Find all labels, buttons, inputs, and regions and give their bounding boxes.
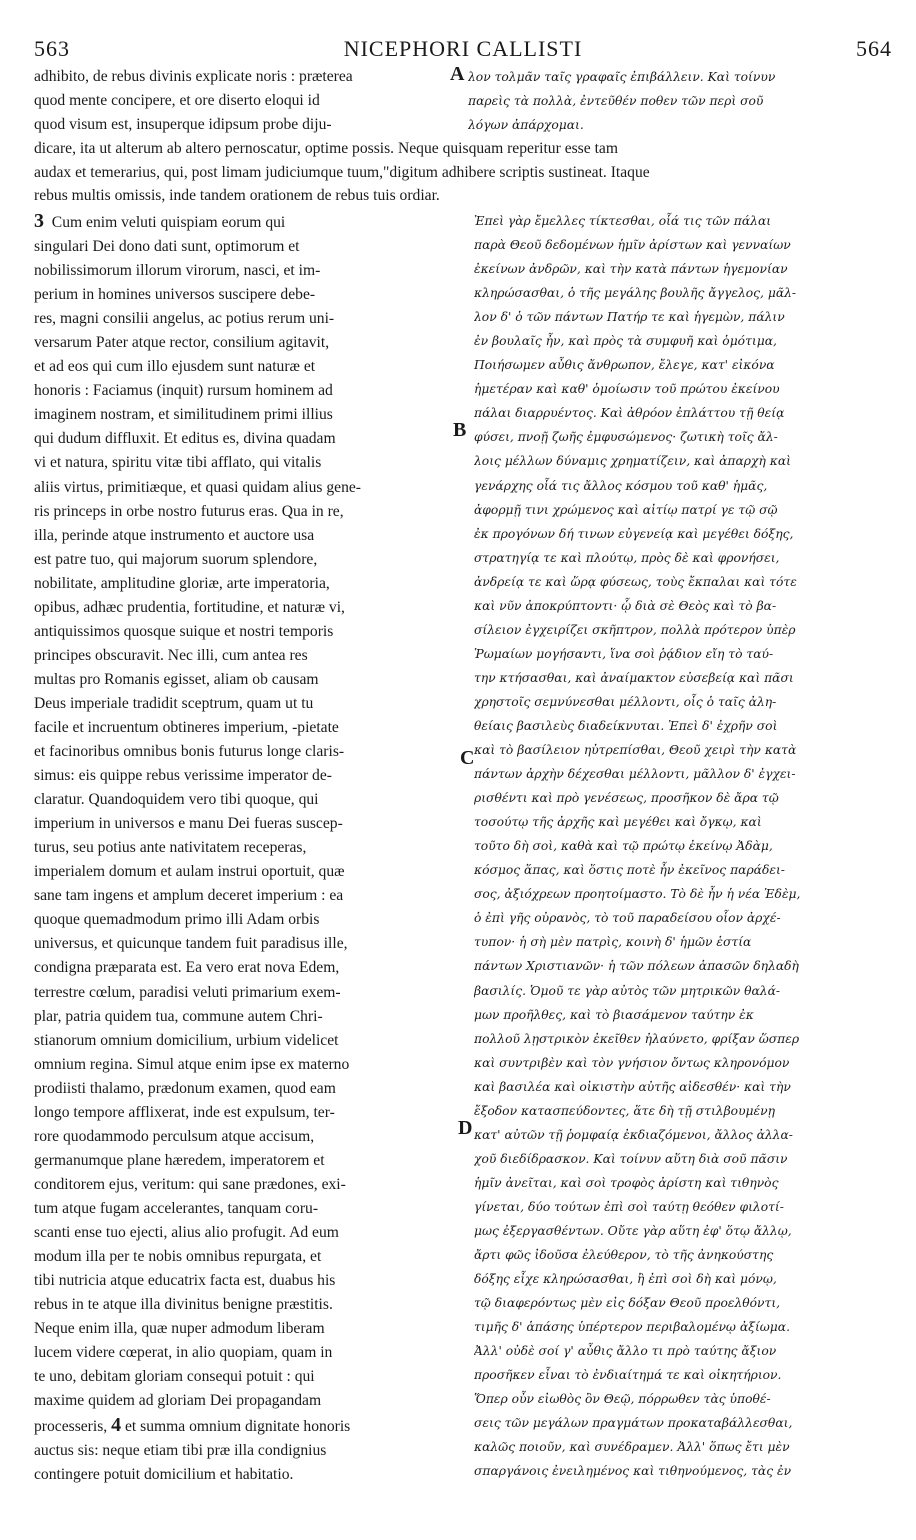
text-line: multas pro Romanis egisset, aliam ob causam [34, 670, 319, 688]
text-line: illa, perinde atque instrumento et auctore usa [34, 526, 315, 544]
text-line: σος, ἀξιόχρεων προητοίμαστο. Τὸ δὲ ἦν ἡ νέα Ἐδὲμ, [474, 887, 801, 902]
text-line: dicare, ita ut alterum ab altero pernoscatur, optime possis. Neque quisquam reperitur esse tam [34, 140, 618, 157]
text-line: versarum Pater atque rector, consilium agitavit, [34, 334, 330, 352]
text-line: facile et incruentum obtineres imperium, -pietate [34, 718, 339, 736]
text-line: te uno, debitam gloriam consequi potuit : qui [34, 1368, 315, 1386]
text-line: σεις τῶν μεγάλων πραγμάτων προκαταβάλλεσθαι, [474, 1416, 793, 1431]
text-line: Ποιήσωμεν αὖθις ἄνθρωπον, ἔλεγε, κατ' εἰκόνα [474, 358, 775, 373]
section-number: 3 [34, 210, 44, 232]
text-line: χρηστοῖς σεμνύνεσθαι μέλλοντι, οἷς ὁ ταῖς ἀλη- [474, 694, 777, 709]
text-line: βασιλίς. Ὁμοῦ τε γὰρ αὐτὸς τῶν μητρικῶν θαλά- [474, 983, 781, 998]
text-line: τοσούτῳ τῆς ἀρχῆς καὶ μεγέθει καὶ ὄγκῳ, καὶ [474, 815, 762, 830]
text-line: auctus sis: neque etiam tibi præ illa condignius [34, 1442, 327, 1460]
text-line: ἀφορμῇ τινι χρώμενος καὶ αἰτίῳ πατρί γε τῷ σῷ [474, 502, 778, 517]
text-line: πάντων Χριστιανῶν· ἡ τῶν πόλεων ἁπασῶν δηλαδὴ [474, 959, 799, 974]
text-line: σπαργάνοις ἐνειλημένος καὶ τιθηνούμενος, τὰς ἐν [474, 1464, 792, 1479]
text-line: καὶ συντριβὲν καὶ τὸν γνήσιον ὄντως κληρονόμον [474, 1055, 790, 1070]
text-line: καὶ νῦν ἀποκρύπτοντι· ᾧ διὰ σὲ Θεὸς καὶ τὸ βα- [474, 598, 777, 613]
text-line: μως ἐξεργασθέντων. Οὔτε γὰρ αὕτη ἐφ' ὅτῳ ἄλλῳ, [474, 1223, 792, 1238]
text-line: principes obscuravit. Nec illi, cum antea res [34, 646, 308, 664]
text-line: στρατηγίᾳ τε καὶ πλούτῳ, πρὸς δὲ καὶ φρονήσει, [474, 550, 780, 565]
text-line: tibi nutricia atque educatrix facta est, duabus his [34, 1272, 336, 1290]
text-line: κόσμος ἅπας, καὶ ὅστις ποτὲ ἦν ἐκεῖνος παράδει- [474, 863, 785, 878]
text-line: adhibito, de rebus divinis explicate noris : præterea [34, 68, 353, 85]
text-line: longo tempore afflixerat, inde est expulsum, ter- [34, 1103, 335, 1121]
text-line: et ad eos qui cum illo ejusdem sunt naturæ et [34, 358, 316, 376]
text-line: imaginem nostram, et similitudinem primi illius [34, 406, 333, 424]
text-line: τῷ διαφερόντως μὲν εἰς δόξαν Θεοῦ προελθόντι, [474, 1296, 781, 1311]
text-line: ὁ ἐπὶ γῆς οὐρανὸς, τὸ τοῦ παραδείσου οἷον ἀρχέ- [474, 911, 781, 926]
text-line: omnium regina. Simul atque enim ipse ex materno [34, 1055, 350, 1073]
text-line: ρισθέντι καὶ πρὸ γενέσεως, προσῆκον δὲ ἄρα τῷ [474, 791, 779, 806]
text-line: processeris, 4 et summa omnium dignitate honoris [34, 1414, 351, 1437]
text-line: singulari Dei dono dati sunt, optimorum et [34, 238, 300, 256]
text-line: λόγων ἀπάρχομαι. [468, 118, 584, 133]
text-line: λοις μέλλων δύναμις χρηματίζειν, καὶ ἀπαρχὴ καὶ [474, 454, 791, 469]
text-line: ἐκείνων ἀνδρῶν, καὶ τὴν κατὰ πάντων ἡγεμονίαν [474, 262, 788, 277]
page-number-left: 563 [34, 36, 70, 61]
text-line: imperium in universos e manu Dei fueras suscep- [34, 815, 343, 833]
text-line: παρὰ Θεοῦ δεδομένων ἡμῖν ἀρίστων καὶ γενναίων [474, 238, 791, 253]
text-line: ἔξοδον κατασπεύδοντες, ἅτε δὴ τῇ στιλβουμένῃ [474, 1103, 775, 1118]
text-line: πάλαι διαρρυέντος. Καὶ ἀθρόον ἐπλάττου τῇ θείᾳ [474, 406, 785, 421]
text-line: σίλειον ἐγχειρίζει σκῆπτρον, πολλὰ πρότερον ὑπὲρ [474, 622, 796, 637]
text-line: χοῦ διεδίδρασκον. Καὶ τοίνυν αὕτη διὰ σοῦ πᾶσιν [474, 1151, 788, 1166]
text-line: conditorem ejus, veritum: qui sane prædones, exi- [34, 1175, 346, 1193]
text-line: πολλοῦ λῃστρικὸν ἐκεῖθεν ἠλαύνετο, φρίξαν ὥσπερ [474, 1031, 800, 1046]
greek-top-block [468, 65, 888, 137]
text-line: Neque enim illa, quæ nuper admodum liberam [34, 1320, 325, 1338]
text-line: φύσει, πνοῇ ζωῆς ἐμφυσώμενος· ζωτικὴ τοῖς ἄλ- [474, 430, 778, 445]
text-line: qui dudum diffluxit. Et editus es, divina quadam [34, 430, 336, 448]
text-line: aliis virtus, primitiæque, et quasi quidam alius gene- [34, 478, 361, 496]
text-line: contingere potuit domicilium et habitatio. [34, 1466, 294, 1484]
text-line: Ῥωμαίων μογήσαντι, ἵνα σοὶ ῥᾴδιον εἴη τὸ ταύ- [474, 646, 774, 661]
text-line: καὶ βασιλέα καὶ οἰκιστὴν αὐτῆς αἰδεσθέν· καὶ τὴν [474, 1079, 791, 1094]
text-line: antiquissimos quosque suique et nostri temporis [34, 622, 334, 640]
text-line: ἄρτι φῶς ἰδοῦσα ἐλεύθερον, τὸ τῆς ἀνηκούστης [474, 1248, 774, 1263]
text-line: terrestre cœlum, paradisi veluti primarium exem- [34, 983, 341, 1001]
text-line: quoque quemadmodum primo illi Adam orbis [34, 911, 320, 929]
text-line: πάντων ἀρχὴν δέχεσθαι μέλλοντι, μᾶλλον δ' ἐγχει- [474, 767, 796, 782]
text-line: rebus multis omissis, inde tandem orationem de rebus tuis ordiar. [34, 187, 440, 205]
text-line: sane tam ingens et amplum deceret imperium : ea [34, 887, 344, 905]
text-line: γενάρχης οἷά τις ἄλλος κόσμου τοῦ καθ' ἡμᾶς, [474, 478, 768, 493]
text-line: καλῶς ποιοῦν, καὶ συνέδραμεν. Ἀλλ' ὅπως ἔτι μὲν [474, 1440, 790, 1455]
text-line: παρεὶς τὰ πολλὰ, ἐντεῦθέν ποθεν τῶν περὶ σοῦ [468, 94, 764, 109]
text-line: quod visum est, insuperque idipsum probe diju- [34, 116, 332, 134]
text-line: θείαις βασιλεὺς διαδείκνυται. Ἐπεὶ δ' ἐχρῆν σοὶ [474, 718, 778, 733]
text-line: quod mente concipere, et ore diserto eloqui id [34, 92, 320, 110]
text-line: τυπον· ἡ σὴ μὲν πατρὶς, κοινὴ δ' ἡμῶν ἑστία [474, 935, 752, 950]
text-line: rebus in te atque illa divinitus benigne præstitis. [34, 1296, 333, 1314]
text-line: est patre tuo, qui majorum suorum splendore, [34, 550, 318, 568]
text-line: Ἐπεὶ γὰρ ἔμελλες τίκτεσθαι, οἷά τις τῶν πάλαι [474, 214, 772, 228]
text-line: λον τολμᾶν ταῖς γραφαῖς ἐπιβάλλειν. Καὶ τοίνυν [468, 70, 776, 84]
latin-column [34, 209, 462, 1487]
text-line: turus, seu potius ante nativitatem receperas, [34, 839, 307, 857]
text-line: opibus, adhæc prudentia, fortitudine, et naturæ vi, [34, 598, 345, 616]
text-line: λον δ' ὁ τῶν πάντων Πατήρ τε καὶ ἡγεμὼν, πάλιν [474, 310, 785, 325]
text-line: germanumque plane hæredem, imperatorem et [34, 1151, 325, 1169]
text-line: Ἀλλ' οὐδὲ σοί γ' αὖθις ἄλλο τι πρὸ ταύτης ἄξιον [474, 1344, 777, 1359]
text-line: ἐκ προγόνων δή τινων εὐγενείᾳ καὶ μεγέθει δόξης, [474, 526, 794, 541]
running-title: NICEPHORI CALLISTI [343, 36, 583, 61]
text-line: et facinoribus omnibus bonis futurus longe claris- [34, 743, 345, 761]
margin-marker-d: D [458, 1117, 473, 1139]
text-line: ἐν βουλαῖς ἦν, καὶ πρὸς τὰ συμφυῆ καὶ ὁμότιμα, [474, 334, 777, 349]
margin-marker-a: A [450, 63, 465, 85]
text-line: universus, et quicunque tandem fuit paradisus ille, [34, 935, 348, 953]
text-line: imperialem domum et aulam instrui oportuit, quæ [34, 863, 345, 881]
text-line: τιμῆς δ' ἁπάσης ὑπέρτερον περιβαλομένῳ ἀξίωμα. [474, 1320, 790, 1335]
text-line: γίνεται, δύο τούτων ἐπὶ σοὶ ταύτῃ θεόθεν φιλοτί- [474, 1199, 784, 1214]
text-line: την κτήσασθαι, καὶ ἀναίμακτον εὐσεβείᾳ καὶ πᾶσι [474, 670, 794, 685]
text-line: προσῆκεν εἶναι τὸ ἐνδιαίτημά τε καὶ οἰκητήριον. [474, 1368, 782, 1383]
text-line: ἡμῖν ἀνεῖται, καὶ σοὶ τροφὸς ἀρίστη καὶ τιθηνὸς [474, 1175, 779, 1190]
text-line: vi et natura, spiritu vitæ tibi afflato, qui vitalis [34, 454, 322, 472]
text-line: claratur. Quandoquidem vero tibi quoque, qui [34, 791, 319, 809]
text-line: καὶ τὸ βασίλειον ηὐτρεπίσθαι, Θεοῦ χειρὶ τὴν κατὰ [474, 743, 797, 758]
text-line: simus: eis quippe rebus verissime imperator de- [34, 767, 332, 785]
text-line: ἡμετέραν καὶ καθ' ὁμοίωσιν τοῦ πρώτου ἐκείνου [474, 382, 780, 397]
text-line: κληρώσασθαι, ὁ τῆς μεγάλης βουλῆς ἄγγελος, μᾶλ- [474, 286, 797, 301]
text-line: δόξης εἶχε κληρώσασθαι, ἢ ἐπὶ σοὶ δὴ καὶ μόνῳ, [474, 1272, 777, 1287]
text-line: prodiisti thalamo, prædonum examen, quod eam [34, 1079, 336, 1097]
text-line: κατ' αὐτῶν τῇ ῥομφαίᾳ ἐκδιαζόμενοι, ἄλλος ἀλλα- [474, 1127, 793, 1142]
text-line: condigna præparata est. Ea vero erat nova Edem, [34, 959, 340, 977]
text-line: audax et temerarius, qui, post limam judiciumque tuum,"digitum adhibere scriptis sustineat. Itaque [34, 163, 650, 181]
text-line: plar, patria quidem tua, commune autem Chri- [34, 1007, 323, 1025]
text-line: perium in homines universos suscipere debe- [34, 286, 316, 304]
page-number-right: 564 [856, 36, 892, 61]
text-line: scanti ense tuo ejecti, alius alio profugit. Ad eum [34, 1223, 339, 1241]
text-line: Deus imperiale tradidit sceptrum, quam ut tu [34, 694, 314, 712]
text-line: res, magni consilii angelus, ac potius rerum uni- [34, 310, 335, 328]
text-line: ἀνδρείᾳ τε καὶ ὥρᾳ φύσεως, τοὺς ἔκπαλαι καὶ τότε [474, 574, 797, 589]
text-line: nobilitate, amplitudine gloriæ, arte imperatoria, [34, 574, 330, 592]
section-number: 4 [111, 1414, 122, 1437]
text-line: μων προῆλθες, καὶ τὸ βιασάμενον ταύτην ἐκ [474, 1007, 754, 1022]
text-line: maxime quidem ad gloriam Dei propagandam [34, 1392, 322, 1410]
running-header [34, 36, 892, 62]
text-line: modum illa per te nobis omnibus repurgata, et [34, 1248, 322, 1266]
text-line: Ὅπερ οὖν εἰωθὸς ὂν Θεῷ, πόρρωθεν τὰς ὑποθέ- [474, 1392, 771, 1407]
margin-marker-b: B [453, 419, 467, 441]
greek-column [474, 209, 890, 1483]
text-line: nobilissimorum illorum virorum, nasci, et im- [34, 262, 321, 280]
text-line: honoris : Faciamus (inquit) rursum hominem ad [34, 382, 333, 400]
text-line: lucem videre cœperat, in alio quopiam, quam in [34, 1344, 333, 1362]
text-line: 3 Cum enim veluti quispiam eorum qui [34, 210, 286, 232]
latin-top-block [34, 65, 459, 137]
text-line: stianorum omnium domicilium, urbium videlicet [34, 1031, 339, 1049]
margin-marker-c: C [460, 747, 475, 769]
full-width-block [34, 137, 890, 208]
text-line: tum atque fugam accelerantes, tanquam coru- [34, 1199, 319, 1217]
text-line: rore quodammodo perculsum atque accisum, [34, 1127, 315, 1145]
text-line: ris princeps in orbe nostro futurus eras. Qua in re, [34, 502, 344, 520]
text-line: τοῦτο δὴ σοὶ, καθὰ καὶ τῷ πρώτῳ ἐκείνῳ Ἀδὰμ, [474, 839, 773, 854]
